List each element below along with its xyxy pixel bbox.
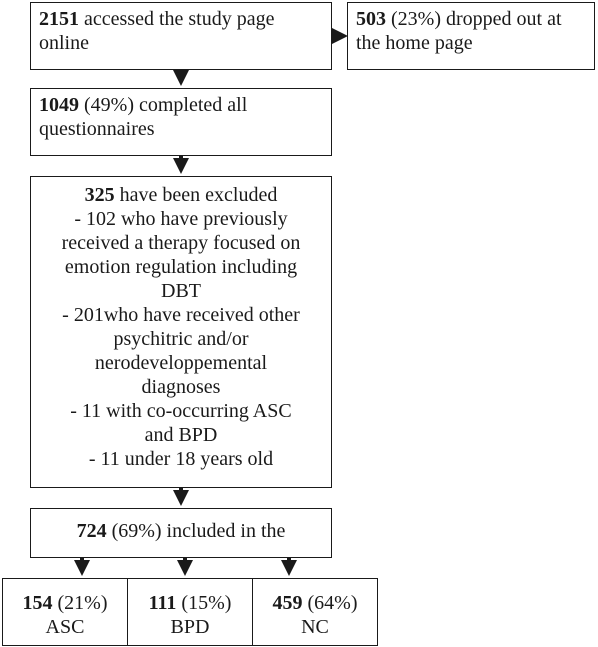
excluded-line: emotion regulation including [64, 256, 298, 278]
excluded-line: - 201who have received other [62, 304, 300, 326]
excluded-line: diagnoses [141, 376, 221, 398]
excluded-line: nerodeveloppemental [94, 352, 268, 374]
completed-text: (49%) completed all questionnaires [39, 94, 248, 140]
excluded-line: - 102 who have previously [74, 208, 288, 230]
asc-pct: (21%) [52, 592, 108, 614]
asc-count: 154 [22, 592, 53, 614]
completed-box [30, 88, 332, 156]
nc-count: 459 [272, 592, 303, 614]
bpd-box [127, 578, 253, 646]
accessed-text: accessed the study page online [39, 8, 275, 54]
excluded-count: 325 [84, 184, 115, 206]
nc-pct: (64%) [302, 592, 358, 614]
included-box [30, 508, 332, 558]
excluded-line: - 11 under 18 years old [88, 448, 274, 470]
nc-box [252, 578, 378, 646]
accessed-count: 2151 [39, 8, 79, 30]
excluded-line: psychitric and/or [113, 328, 249, 350]
excluded-line: DBT [161, 280, 201, 302]
bpd-pct: (15%) [176, 592, 232, 614]
excluded-line: received a therapy focused on [61, 232, 301, 254]
bpd-label: BPD [170, 616, 210, 638]
excluded-line: and BPD [144, 424, 218, 446]
nc-label: NC [301, 616, 329, 638]
asc-label: ASC [45, 616, 85, 638]
excluded-text: have been excluded [114, 184, 278, 206]
excluded-heading [31, 183, 331, 207]
dropped-text: (23%) dropped out at the home page [356, 8, 562, 54]
completed-count: 1049 [39, 94, 79, 116]
included-text: (69%) included in the [106, 520, 286, 542]
excluded-box [30, 176, 332, 488]
excluded-line: - 11 with co-occurring ASC [70, 400, 292, 422]
dropped-box [347, 2, 595, 70]
bpd-count: 111 [148, 592, 177, 614]
dropped-count: 503 [356, 8, 386, 30]
accessed-box [30, 2, 332, 70]
asc-box [2, 578, 128, 646]
included-count: 724 [76, 520, 107, 542]
